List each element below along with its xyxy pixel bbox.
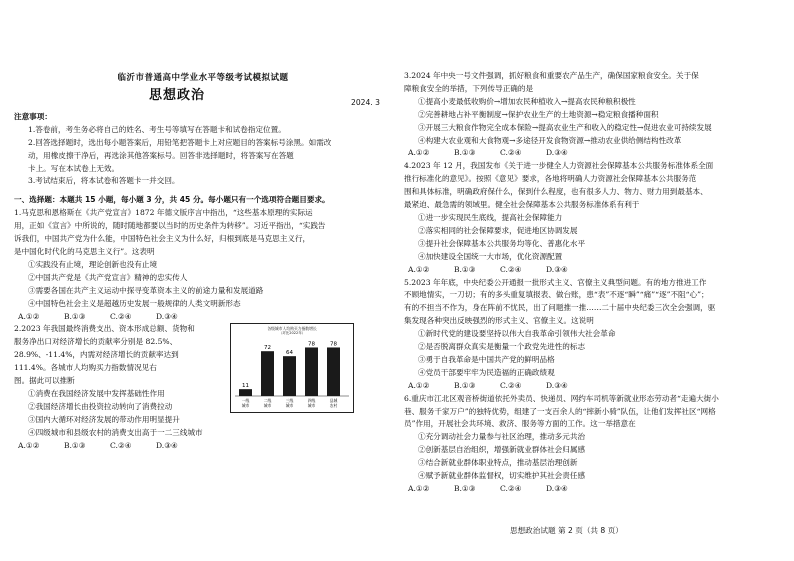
notice-line: 卡上。写在本试卷上无效。 (28, 163, 120, 173)
chart-bar (283, 357, 296, 397)
chart-category-label-2: 农村 (329, 403, 338, 409)
chart-plot (231, 324, 353, 412)
answer-d: D.③④ (545, 484, 568, 493)
question-1-text: 1.马克思和恩格斯在《共产党宣言》1872 年德文版序言中指出，“这些基本原理的实际运 (14, 208, 313, 218)
question-2-text: 111.4%。各城市人均购买力指数情况见右 (14, 363, 157, 373)
chart-bar (327, 348, 340, 397)
question-5-answers (404, 380, 784, 393)
answer-a: A.①② (408, 264, 430, 274)
chart-category-label: 四线 (307, 398, 316, 404)
purchasing-power-chart (230, 323, 354, 413)
answer-a: A.①② (408, 484, 430, 493)
answer-c: C.②④ (499, 148, 522, 158)
subject-title: 思想政治 (149, 87, 206, 103)
question-2-text: 图。据此可以推断 (14, 376, 75, 386)
question-1-text: 用，正如《宣言》中所说的，随时随地都要以当时的历史条件为转移”。习近平指出，“实践告 (14, 221, 326, 231)
chart-category-label-2: 城市 (307, 403, 316, 409)
exam-title: 临沂市普通高中学业水平等级考试模拟试题 (117, 73, 289, 83)
question-2-option: ②我国经济增长由投资拉动转向了消费拉动 (28, 401, 173, 411)
notice-line: 2.回答选择题时，选出每小题答案后，用铅笔把答题卡上对应题目的答案标号涂黑。如需改 (28, 137, 332, 147)
question-4-text: 最紧迫、最急需的领域里。健全社会保障基本公共服务标准体系有利于 (404, 200, 640, 210)
question-5-option: ②是否脱离群众真实是衡量一个政党先进性的标志 (418, 342, 586, 352)
chart-subtitle: （对比2022年） (278, 331, 306, 336)
question-5-option: ④党员干部要牢牢为民造福的正确政绩观 (418, 367, 555, 377)
question-5-option: ③勇于自我革命是中国共产党的鲜明品格 (418, 354, 555, 364)
chart-bar (261, 352, 274, 397)
notice-line: 动，用橡皮擦干净后，再选涂其他答案标号。回答非选择题时，将答案写在答题 (28, 150, 294, 160)
question-2-option: ④四级城市和县级农村的消费支出高于一二三线城市 (28, 427, 203, 437)
question-6-text: 员”作用，开展社会共环境、救济、服务等方面的工作。这一举措意在 (404, 419, 636, 429)
answer-d: D.③④ (155, 440, 178, 450)
answer-c: C.②④ (499, 264, 522, 274)
question-2-stem (14, 323, 229, 388)
chart-category-label: 县城 (329, 398, 338, 404)
answer-c: C.②④ (109, 440, 132, 450)
question-5-text: 有的不担当不作为，身在阵前不忧民，出了问题推一推……二十届中央纪委三次全会强调，驱 (404, 303, 716, 313)
chart-data-label: 11 (242, 383, 249, 390)
answer-c: C.②④ (499, 484, 522, 493)
question-6-option: ④赋予新就业群体监督权，切实维护其社会责任感 (418, 471, 586, 481)
chart-data-label: 72 (264, 345, 271, 352)
question-2-text: 28.9%、-11.4%，内需对经济增长的贡献率达到 (14, 350, 179, 360)
exam-date: 2024. 3 (351, 97, 380, 107)
question-5-text: 不顾地情实，一刀切；有的多头重复填报表、做台账，患“表”不逐“瞬”“痛”“逐”不阻“心”； (404, 290, 709, 300)
section-heading: 一、选择题：本题共 15 小题，每小题 3 分，共 45 分。每小题只有一个选项符合题目要求。 (14, 195, 330, 205)
question-6-text: 巷、服务千家万户”的独特优势，组建了一支百余人的“摔新小骑”队伍，让他们发挥社区“网格 (404, 406, 716, 416)
answer-b: B.①③ (453, 484, 476, 493)
answer-b: B.①③ (63, 440, 86, 450)
question-4-text: 推行标准化的意见》。按照《意见》要求，各地将明确人力资源社会保障基本公共服务范 (404, 174, 697, 184)
answer-b: B.①③ (453, 380, 476, 390)
answer-b: B.①③ (453, 148, 476, 158)
question-5-text: 5.2023 年年底，中央纪委公开通报一批形式主义、官僚主义典型问题。有的地方推进工作 (404, 277, 707, 287)
question-3-option: ④构建大农业观和大食物观→多途径开发食物资源→推动农业供给侧结构性改革 (418, 135, 682, 145)
answer-a: A.①② (408, 380, 430, 390)
answer-b: B.①③ (453, 264, 476, 274)
chart-data-label: 78 (308, 341, 315, 348)
subject-row (14, 85, 392, 111)
question-2-option: ③国内大循环对经济发展的带动作用明显提升 (28, 414, 180, 424)
answer-b: B.①③ (63, 311, 86, 321)
answer-a: A.①② (18, 311, 40, 321)
left-column (14, 0, 392, 452)
question-2-option: ①消费在我国经济发展中发挥基础性作用 (28, 388, 165, 398)
question-1-text: 是中国化时代化的马克思主义行”。这表明 (14, 246, 155, 256)
question-3-text: 障粮食安全的举措，下列传导正确的是 (404, 83, 534, 93)
chart-category-label-2: 城市 (241, 403, 250, 409)
question-1-option: ②中国共产党是《共产党宣言》精神的忠实传人 (28, 272, 188, 282)
question-3-text: 3.2024 年中央一号文件强调，抓好粮食和重要农产品生产，确保国家粮食安全。关于保 (404, 71, 699, 80)
chart-bar (239, 390, 252, 397)
question-3-option: ①提高小麦最低收购价→增加农民种植收入→提高农民种粮积极性 (418, 96, 636, 106)
question-4-option: ④加快建设全国统一大市场，优化资源配置 (418, 251, 563, 261)
question-2-text: 服务净出口对经济增长的贡献率分别是 82.5%、 (14, 337, 178, 347)
question-3-option: ③开展三大粮食作物完全成本保险→提高农业生产和收入的稳定性→促进农业可持续发展 (418, 122, 712, 132)
answer-d: D.③④ (155, 311, 178, 321)
question-4-answers (404, 264, 784, 277)
question-4-text: 围和具体标准，明确政府保什么，保到什么程度，也有很多人力、物力、财力用到最基本、 (404, 187, 708, 197)
question-4-option: ②落实相同的社会保障要求，促进地区协调发展 (418, 225, 578, 235)
question-6-option: ③结合新就业群体职业特点，推动基层治理创新 (418, 458, 578, 468)
answer-d: D.③④ (545, 264, 568, 274)
question-1-text: 诉我们，中国共产党为什么能，中国特色社会主义为什么好，归根到底是马克思主义行， (14, 234, 311, 244)
notice-heading: 注意事项： (14, 111, 52, 121)
chart-category-label: 三线 (285, 398, 294, 404)
question-6-option: ②创新基层自治组织，增强新就业群体社会归属感 (418, 445, 586, 455)
chart-data-label: 64 (286, 350, 293, 357)
question-1-option: ③需要各国在共产主义运动中探寻变革资本主义的前途力量和发展道路 (28, 285, 264, 295)
question-5-option: ①新时代党的建设要坚持以伟大自我革命引领伟大社会革命 (418, 329, 616, 339)
question-1-option: ①实践没有止境，理论创新也没有止境 (28, 259, 158, 269)
chart-category-label: 一线 (241, 398, 250, 404)
question-1-option: ④中国特色社会主义是超越历史发展一般规律的人类文明新形态 (28, 298, 241, 308)
question-6-text: 6.重庆市江北区观音桥街道依托外卖员、快递员、网约车司机等新就业形态劳动者“走遍大街小 (404, 393, 719, 403)
question-1-answers (14, 311, 392, 324)
question-3-answers (404, 147, 784, 160)
question-6-option: ①充分调动社会力量参与社区治理，推动多元共治 (418, 432, 586, 442)
question-4-option: ③提升社会保障基本公共服务均等化、普惠化水平 (418, 238, 586, 248)
question-4-option: ①进一步实现民生底线，提高社会保障能力 (418, 212, 563, 222)
question-2-text: 2.2023 年我国最终消费支出、资本形成总额、货物和 (14, 324, 195, 334)
chart-data-label: 78 (330, 341, 337, 348)
question-6-answers (404, 483, 784, 496)
chart-title: 各级城市人均购买力指数增长 (267, 326, 317, 332)
answer-a: A.①② (408, 148, 430, 158)
answer-d: D.③④ (545, 380, 568, 390)
right-column (404, 70, 784, 496)
answer-c: C.②④ (109, 311, 132, 321)
answer-a: A.①② (18, 440, 40, 450)
chart-category-label-2: 城市 (285, 403, 294, 409)
page-footer: 思想政治试题 第 2 页（共 8 页） (510, 526, 623, 535)
chart-category-label: 二线 (263, 398, 272, 404)
notice-line: 3.考试结束后，将本试卷和答题卡一并交回。 (28, 176, 180, 186)
chart-category-label-2: 城市 (263, 403, 272, 409)
answer-c: C.②④ (499, 380, 522, 390)
chart-bar (305, 348, 318, 397)
notice-line: 1.答卷前，考生务必将自己的姓名、考生号等填写在答题卡和试卷指定位置。 (28, 124, 286, 134)
answer-d: D.③④ (545, 148, 568, 158)
question-2-answers (14, 440, 392, 453)
question-5-text: 集发现各种突出反映强烈的形式主义、官僚主义。这说明 (404, 316, 594, 326)
question-4-text: 4.2023 年 12 月，我国发布《关于进一步健全人力资源社会保障基本公共服务标准体系全面 (404, 161, 714, 171)
question-3-option: ②完善耕地占补平衡制度→保护农业生产的土地资源→稳定粮食播种面积 (418, 109, 659, 119)
